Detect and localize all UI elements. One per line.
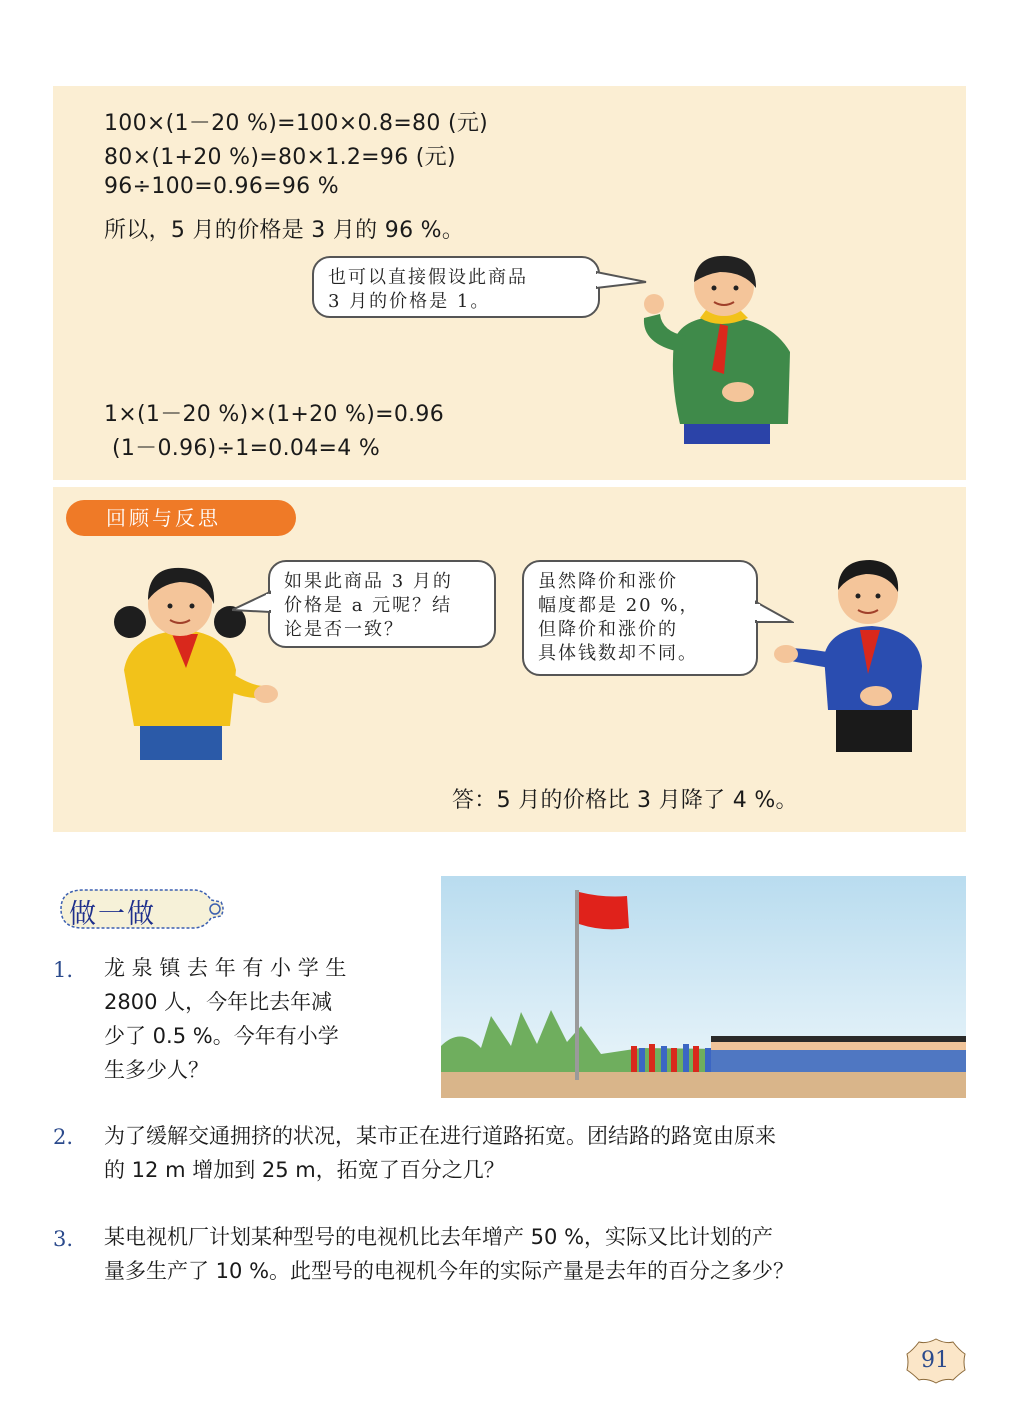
- exercise-2-text: [104, 1119, 776, 1187]
- exercise-3-line-2: 量多生产了 10 %。此型号的电视机今年的实际产量是去年的百分之多少？: [104, 1259, 795, 1283]
- solution-conclusion: 所以，5 月的价格是 3 月的 96 %。: [104, 218, 465, 243]
- exercise-1-line-3: 少了 0.5 %。今年有小学: [104, 1024, 339, 1048]
- page-number-badge: [905, 1336, 967, 1386]
- answer-text: 答：5 月的价格比 3 月降了 4 %。: [452, 788, 798, 813]
- boy-blue-sweater-illustration: [772, 556, 928, 752]
- flag-raising-scene-illustration: [441, 876, 966, 1098]
- exercise-2-number: 2.: [53, 1125, 74, 1149]
- exercise-3-number: 3.: [53, 1227, 74, 1251]
- exercise-1-text: [104, 951, 346, 1087]
- solution-line-3: 96÷100=0.96=96 %: [104, 174, 339, 199]
- alternative-line-2: (1－0.96)÷1=0.04=4 %: [112, 436, 381, 461]
- exercise-3-line-1: 某电视机厂计划某种型号的电视机比去年增产 50 %，实际又比计划的产: [104, 1225, 774, 1249]
- exercise-1-line-2: 2800 人，今年比去年减: [104, 990, 333, 1014]
- solution-line-1: 100×(1－20 %)=100×0.8=80 (元): [104, 111, 489, 136]
- practice-header: [53, 884, 225, 934]
- practice-title: 做一做: [69, 899, 156, 930]
- review-reflect-tag: 回顾与反思: [66, 500, 296, 536]
- boy-green-jacket-illustration: [640, 252, 800, 444]
- exercise-3-text: [104, 1220, 794, 1288]
- boy-speech-bubble: 也可以直接假设此商品 3 月的价格是 1。: [312, 256, 600, 318]
- exercise-2-line-2: 的 12 m 增加到 25 m，拓宽了百分之几？: [104, 1158, 505, 1182]
- alternative-line-1: 1×(1－20 %)×(1+20 %)=0.96: [104, 402, 445, 427]
- girl-speech-bubble: 如果此商品 3 月的 价格是 a 元呢？结 论是否一致？: [268, 560, 496, 648]
- exercise-1-line-4: 生多少人？: [104, 1058, 209, 1082]
- exercise-1-line-1: 龙 泉 镇 去 年 有 小 学 生: [104, 956, 347, 980]
- boy-review-speech-bubble: 虽然降价和涨价 幅度都是 20 %， 但降价和涨价的 具体钱数却不同。: [522, 560, 758, 676]
- solution-line-2: 80×(1+20 %)=80×1.2=96 (元): [104, 145, 456, 170]
- page-number: 91: [921, 1348, 949, 1373]
- exercise-2-line-1: 为了缓解交通拥挤的状况，某市正在进行道路拓宽。团结路的路宽由原来: [104, 1124, 776, 1148]
- girl-bubble-tail: [232, 590, 272, 616]
- exercise-1-number: 1.: [53, 958, 74, 982]
